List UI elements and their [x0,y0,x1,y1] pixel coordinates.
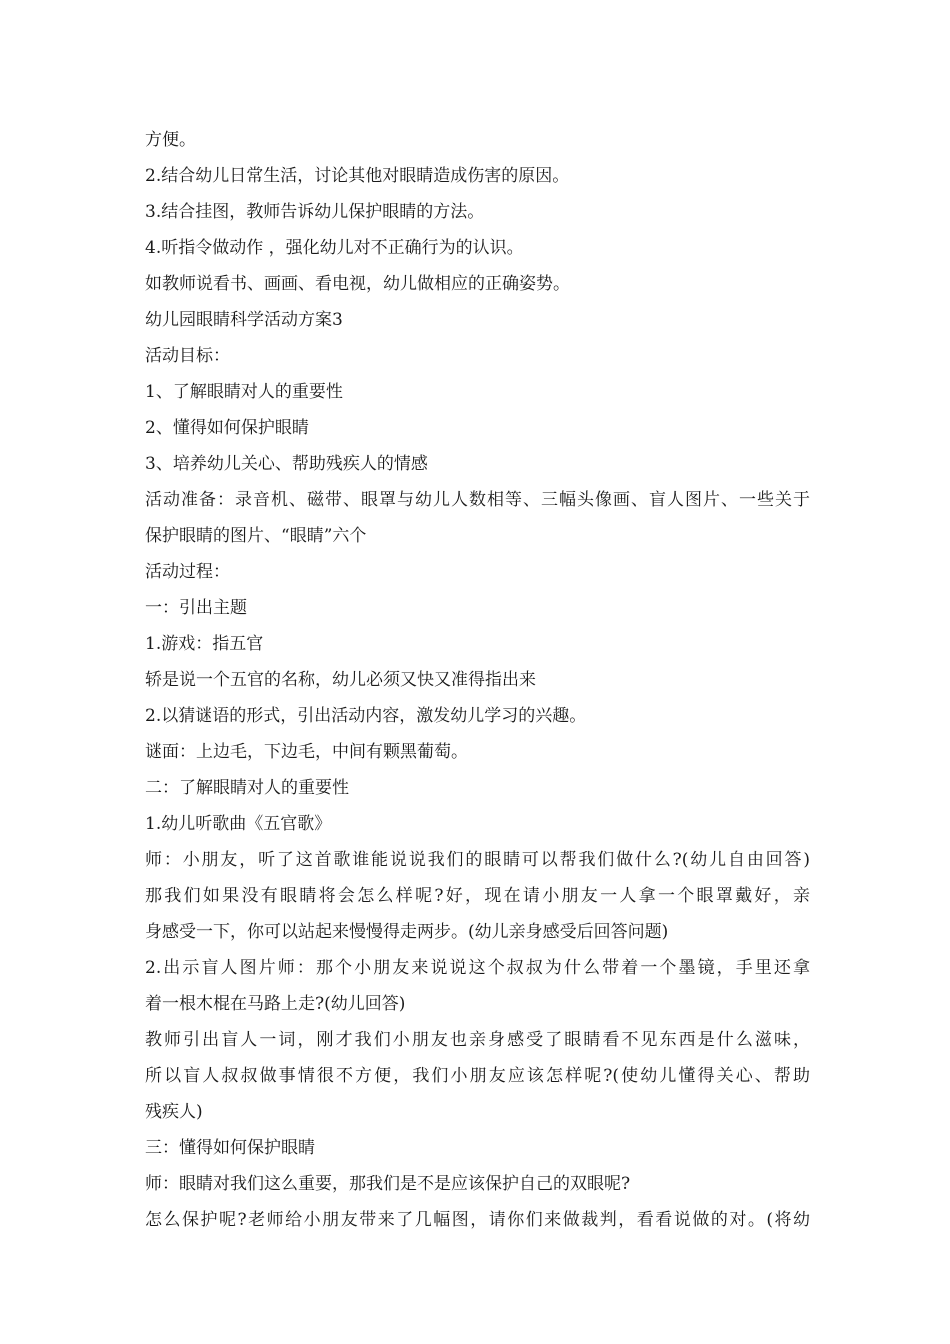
text-line: 3、培养幼儿关心、帮助残疾人的情感 [145,454,428,474]
text-line: 身感受一下，你可以站起来慢慢得走两步。(幼儿亲身感受后回答问题) [145,922,669,942]
text-line: 方便。 [145,130,196,150]
text-line: 2.出示盲人图片师：那个小朋友来说说这个叔叔为什么带着一个墨镜，手里还拿 [145,958,810,978]
text-line: 4.听指令做动作 ，强化幼儿对不正确行为的认识。 [145,238,524,258]
text-line: 1.幼儿听歌曲《五官歌》 [145,814,332,834]
text-line: 谜面：上边毛，下边毛，中间有颗黑葡萄。 [145,742,468,762]
text-line: 2、懂得如何保护眼睛 [145,418,309,438]
text-line: 怎么保护呢?老师给小朋友带来了几幅图，请你们来做裁判，看看说做的对。(将幼 [145,1210,810,1230]
text-line: 1、了解眼睛对人的重要性 [145,382,343,402]
text-line: 2.结合幼儿日常生活，讨论其他对眼睛造成伤害的原因。 [145,166,570,186]
section-heading: 幼儿园眼睛科学活动方案3 [145,310,343,330]
text-line: 二：了解眼睛对人的重要性 [145,778,349,798]
text-line: 3.结合挂图，教师告诉幼儿保护眼睛的方法。 [145,202,485,222]
text-line: 师：小朋友，听了这首歌谁能说说我们的眼睛可以帮我们做什么?(幼儿自由回答) [145,850,810,870]
text-line: 教师引出盲人一词，刚才我们小朋友也亲身感受了眼睛看不见东西是什么滋味， [145,1030,810,1050]
document-body [145,122,810,1238]
text-line: 1.游戏：指五官 [145,634,264,654]
text-line: 师：眼睛对我们这么重要，那我们是不是应该保护自己的双眼呢? [145,1174,631,1194]
text-line: 保护眼睛的图片、“眼睛”六个 [145,526,367,546]
text-line: 轿是说一个五官的名称，幼儿必须又快又准得指出来 [145,670,536,690]
text-line: 2.以猜谜语的形式，引出活动内容，激发幼儿学习的兴趣。 [145,706,587,726]
text-line: 着一根木棍在马路上走?(幼儿回答) [145,994,406,1014]
text-line: 活动过程： [145,562,230,582]
text-line: 那我们如果没有眼睛将会怎么样呢?好，现在请小朋友一人拿一个眼罩戴好，亲 [145,886,810,906]
text-line: 活动准备：录音机、磁带、眼罩与幼儿人数相等、三幅头像画、盲人图片、一些关于 [145,490,810,510]
text-line: 所以盲人叔叔做事情很不方便，我们小朋友应该怎样呢?(使幼儿懂得关心、帮助 [145,1066,810,1086]
text-line: 三：懂得如何保护眼睛 [145,1138,315,1158]
text-line: 一：引出主题 [145,598,247,618]
text-line: 活动目标： [145,346,230,366]
text-line: 如教师说看书、画画、看电视，幼儿做相应的正确姿势。 [145,274,570,294]
text-line: 残疾人) [145,1102,203,1122]
